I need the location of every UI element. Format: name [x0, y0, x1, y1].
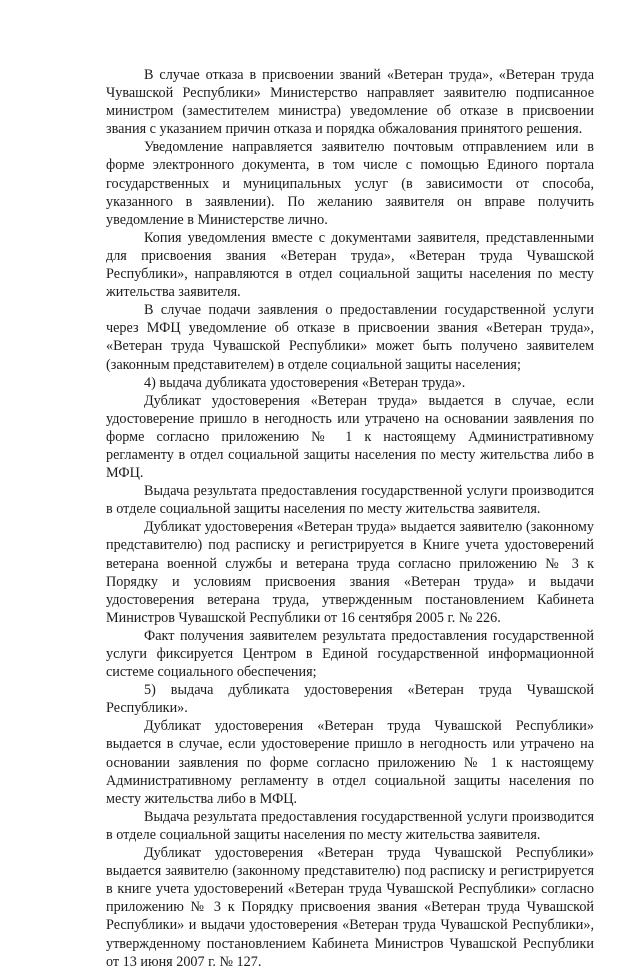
- paragraph-refusal-notice: В случае отказа в присвоении званий «Ветеран труда», «Ветеран труда Чувашской Республики» Министерство направляет заявителю подписанное министром (заместителем министра) уведомление об отказе в присвоении звания с указанием причин отказа и порядка обжалования принятого решения.: [106, 67, 594, 138]
- paragraph-result-issuance-1: Выдача результата предоставления государственной услуги производится в отделе социальной защиты населения по месту жительства заявителя.: [106, 483, 594, 518]
- paragraph-notice-delivery: Уведомление направляется заявителю почтовым отправлением или в форме электронного документа, в том числе с помощью Единого портала государственных и муниципальных услуг (в зависимости от способа, указанного в заявлении). По желанию заявителя он вправе получить уведомление в Министерстве лично.: [106, 139, 594, 228]
- document-page: [106, 66, 594, 971]
- paragraph-result-issuance-2: Выдача результата предоставления государственной услуги производится в отделе социальной защиты населения по месту жительства заявителя.: [106, 808, 594, 843]
- paragraph-duplicate-registration: Дубликат удостоверения «Ветеран труда» выдается заявителю (законному представителю) под расписку и регистрируется в Книге учета удостоверений ветерана военной службы и ветерана труда согласно приложению № 3 к Порядку и условиям присвоения звания «Ветеран труда» и выдачи удостоверения ветерана труда, утвержденным постановлением Кабинета Министров Чувашской Республики от 16 сентября 2005 г. № 226.: [106, 519, 594, 626]
- paragraph-result-recording: Факт получения заявителем результата предоставления государственной услуги фиксируется Центром в Единой государственной информационной системе социального обеспечения;: [106, 627, 594, 681]
- paragraph-duplicate-chuvash: Дубликат удостоверения «Ветеран труда Чувашской Республики» выдается в случае, если удостоверение пришло в негодность или утрачено на основании заявления по форме согласно приложению № 1 к настоящему Административному регламенту в отдел социальной защиты населения по месту жительства либо в МФЦ.: [106, 718, 594, 807]
- paragraph-duplicate-veteran: Дубликат удостоверения «Ветеран труда» выдается в случае, если удостоверение пришло в негодность или утрачено на основании заявления по форме согласно приложению № 1 к настоящему Административному регламенту в отдел социальной защиты населения по месту жительства либо в МФЦ.: [106, 392, 594, 482]
- paragraph-item-4-heading: 4) выдача дубликата удостоверения «Ветеран труда».: [144, 374, 466, 391]
- paragraph-mfc-notice: В случае подачи заявления о предоставлении государственной услуги через МФЦ уведомление об отказе в присвоении звания «Ветеран труда», «Ветеран труда Чувашской Республики» может быть получено заявителем (законным представителем) в отделе социальной защиты населения;: [106, 302, 594, 373]
- paragraph-item-5-heading: 5) выдача дубликата удостоверения «Ветеран труда Чувашской Республики».: [106, 682, 594, 717]
- paragraph-duplicate-chuvash-registration: Дубликат удостоверения «Ветеран труда Чувашской Республики» выдается заявителю (законному представителю) под расписку и регистрируется в книге учета удостоверений «Ветеран труда Чувашской Республики» согласно приложению № 3 к Порядку присвоения звания «Ветеран труда Чувашской Республики» и выдачи удостоверения «Ветеран труда Чувашской Республики», утвержденному постановлением Кабинета Министров Чувашской Республики от 13 июня 2007 г. № 127.: [106, 845, 594, 970]
- paragraph-notice-copy: Копия уведомления вместе с документами заявителя, представленными для присвоения звания «Ветеран труда», «Ветеран труда Чувашской Республики», направляются в отдел социальной защиты населения по месту жительства заявителя.: [106, 229, 594, 301]
